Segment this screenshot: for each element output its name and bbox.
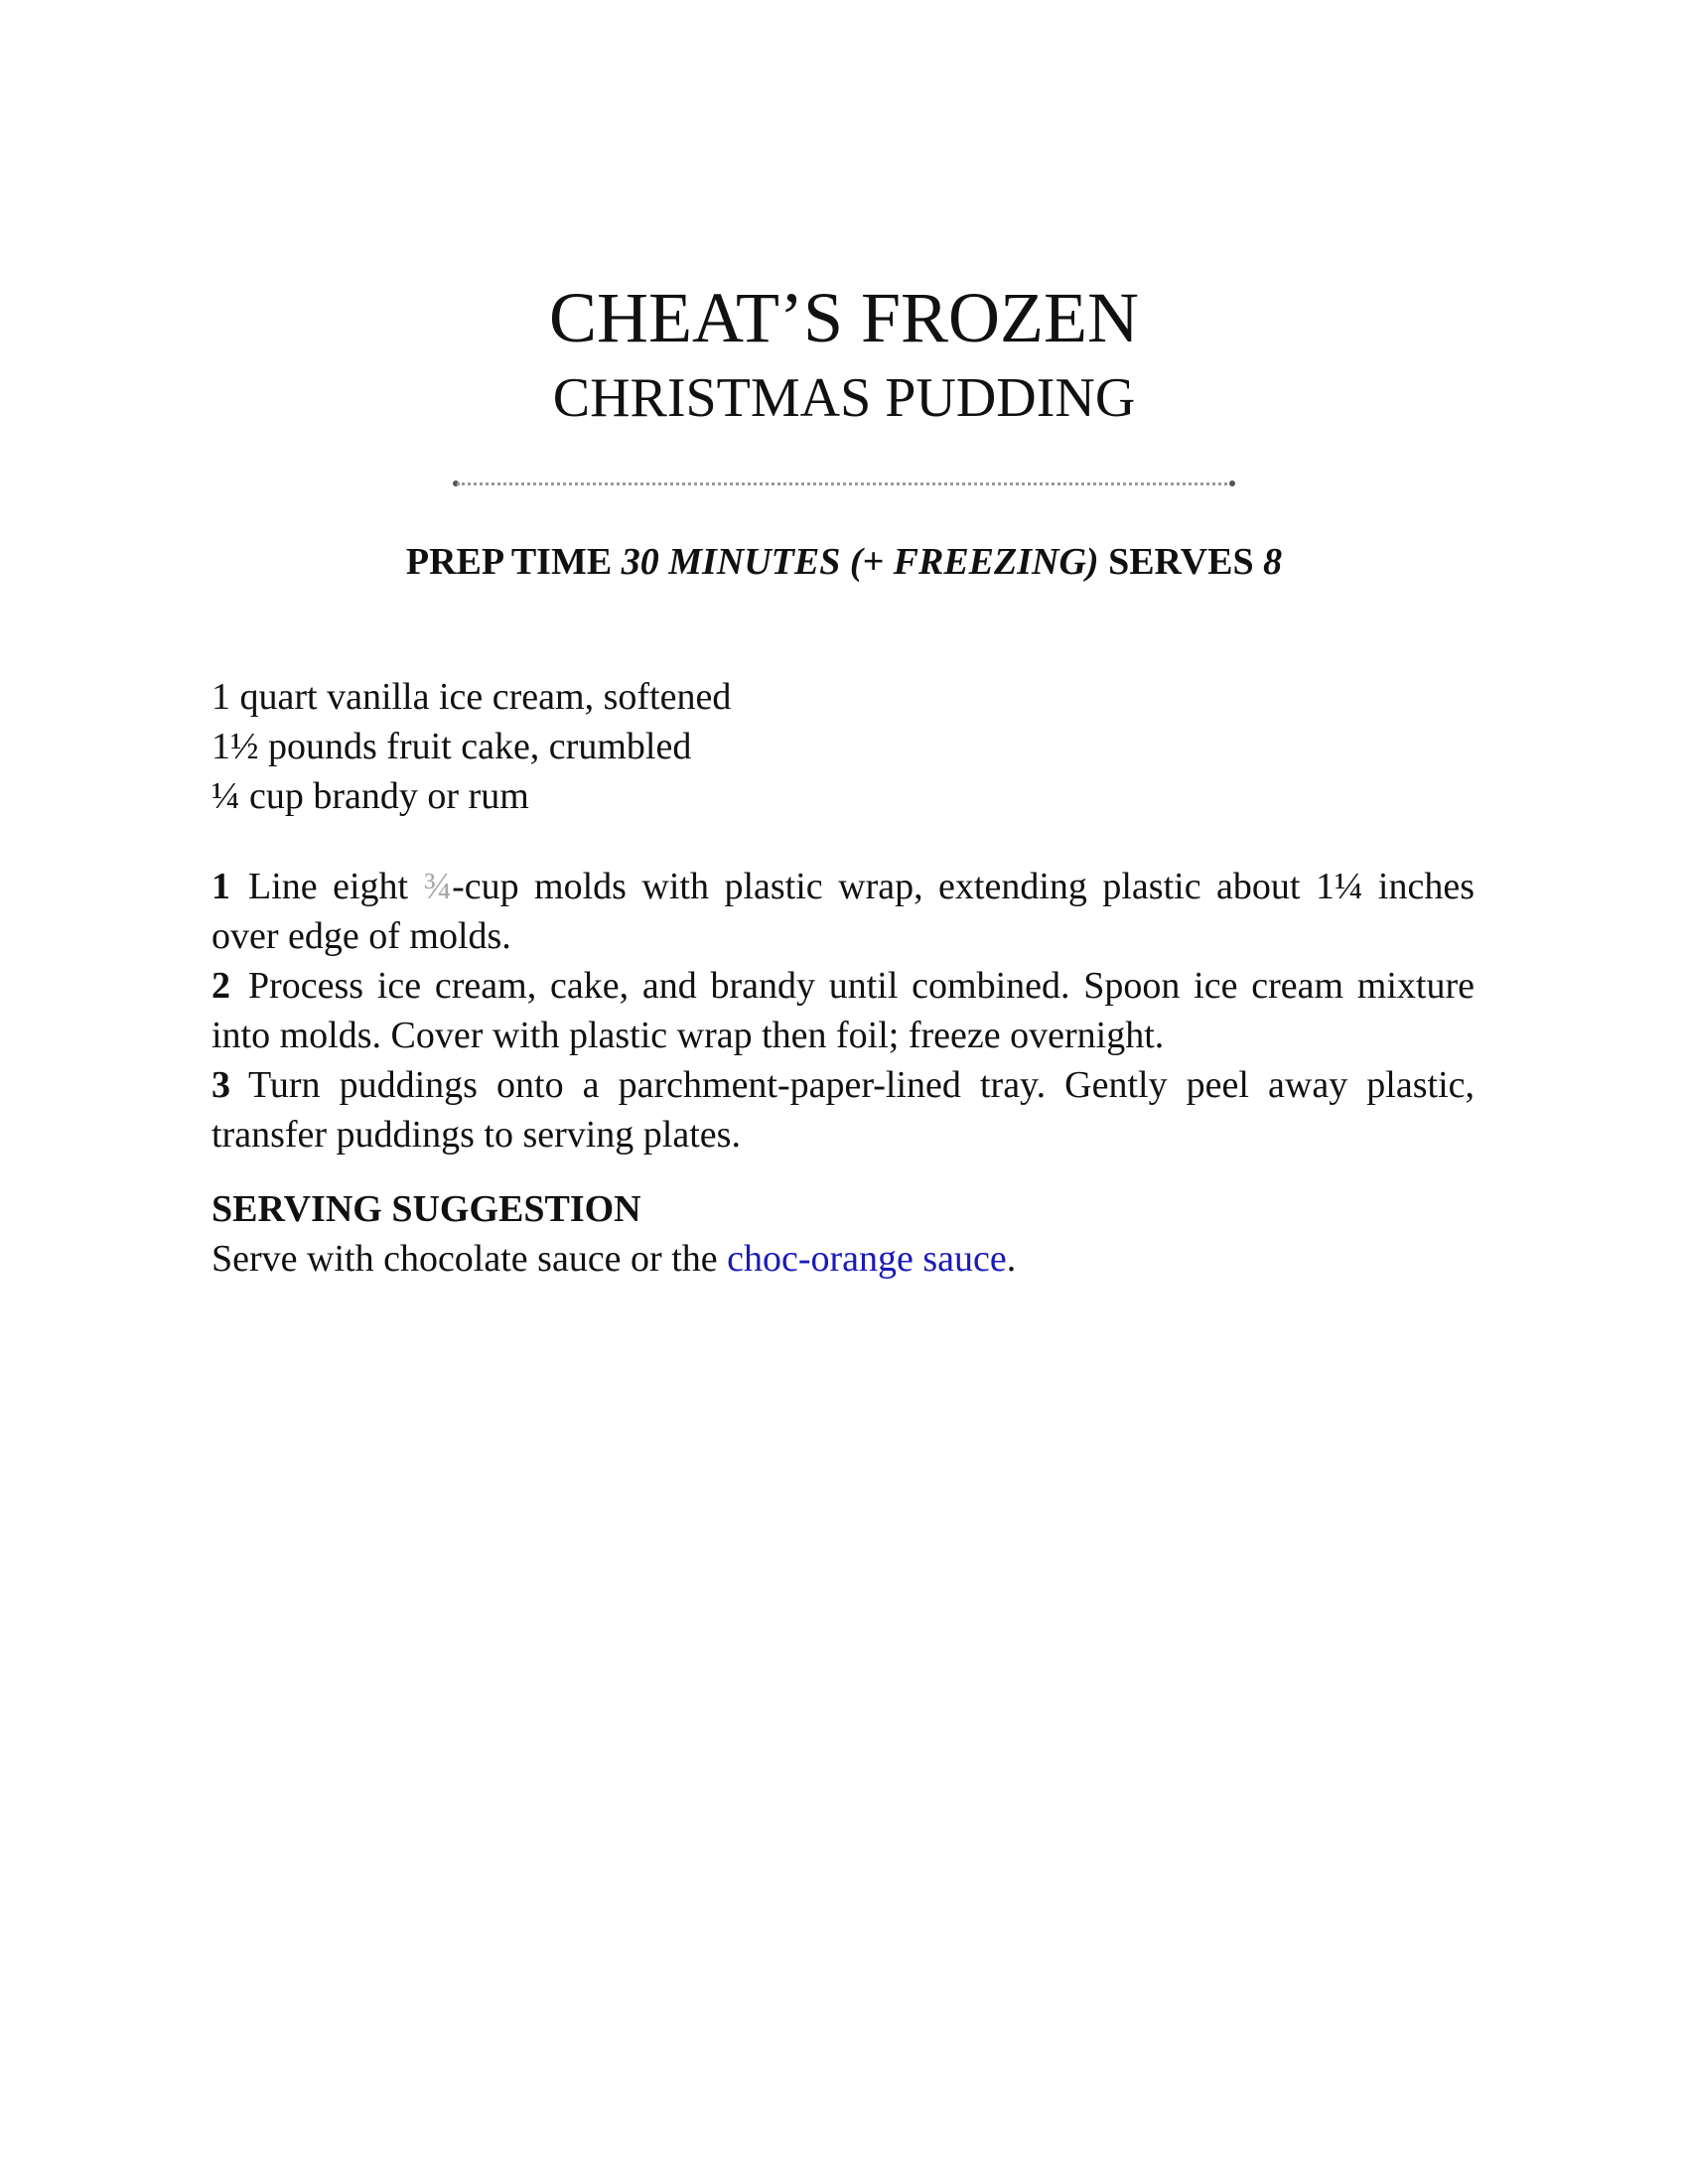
divider-end-dot-right: [1229, 480, 1235, 486]
step-text: Turn puddings onto a parchment-paper-lined tray. Gently peel away plastic, transfer puddings to serving plates.: [211, 1064, 1475, 1156]
serving-text-before: Serve with chocolate sauce or the: [211, 1238, 728, 1280]
serves-value: 8: [1263, 541, 1283, 583]
title-line-1: CHEAT’S FROZEN: [548, 278, 1140, 357]
step-text: Process ice cream, cake, and brandy until combined. Spoon ice cream mixture into molds. Cover with plastic wrap then foil; freeze overnight.: [211, 965, 1475, 1056]
ingredient-item: 1½ pounds fruit cake, crumbled: [211, 726, 692, 767]
dotted-divider: [457, 482, 1233, 485]
recipe-title: [0, 276, 1688, 433]
step-text: Line eight: [248, 866, 424, 907]
title-line-2: CHRISTMAS PUDDING: [552, 367, 1136, 429]
ingredient-item: 1 quart vanilla ice cream, softened: [211, 676, 732, 718]
step-number: 1: [211, 866, 230, 907]
step-number: 2: [211, 965, 230, 1007]
choc-orange-sauce-link[interactable]: choc-orange sauce: [727, 1238, 1007, 1280]
method-step: [211, 1060, 1475, 1160]
method-step: [211, 961, 1475, 1060]
ingredient-item: ¼ cup brandy or rum: [211, 775, 529, 817]
serving-text-after: .: [1006, 1238, 1017, 1280]
prep-time-label: PREP TIME: [405, 541, 613, 583]
step-text-continued: -cup molds with plastic wrap, extending plastic about 1¼ inches over edge of molds.: [211, 866, 1475, 957]
recipe-meta: [0, 538, 1688, 586]
prep-time-value: 30 MINUTES (+ FREEZING): [621, 541, 1099, 583]
method-step: [211, 862, 1475, 961]
serving-text: [211, 1234, 1475, 1284]
faded-fraction: ¾: [423, 866, 453, 907]
step-number: 3: [211, 1064, 230, 1106]
serving-suggestion: [211, 1184, 1475, 1284]
serving-heading: SERVING SUGGESTION: [211, 1188, 641, 1230]
serves-label: SERVES: [1108, 541, 1254, 583]
method-steps: [211, 862, 1475, 1160]
ingredients-list: [211, 672, 1482, 821]
